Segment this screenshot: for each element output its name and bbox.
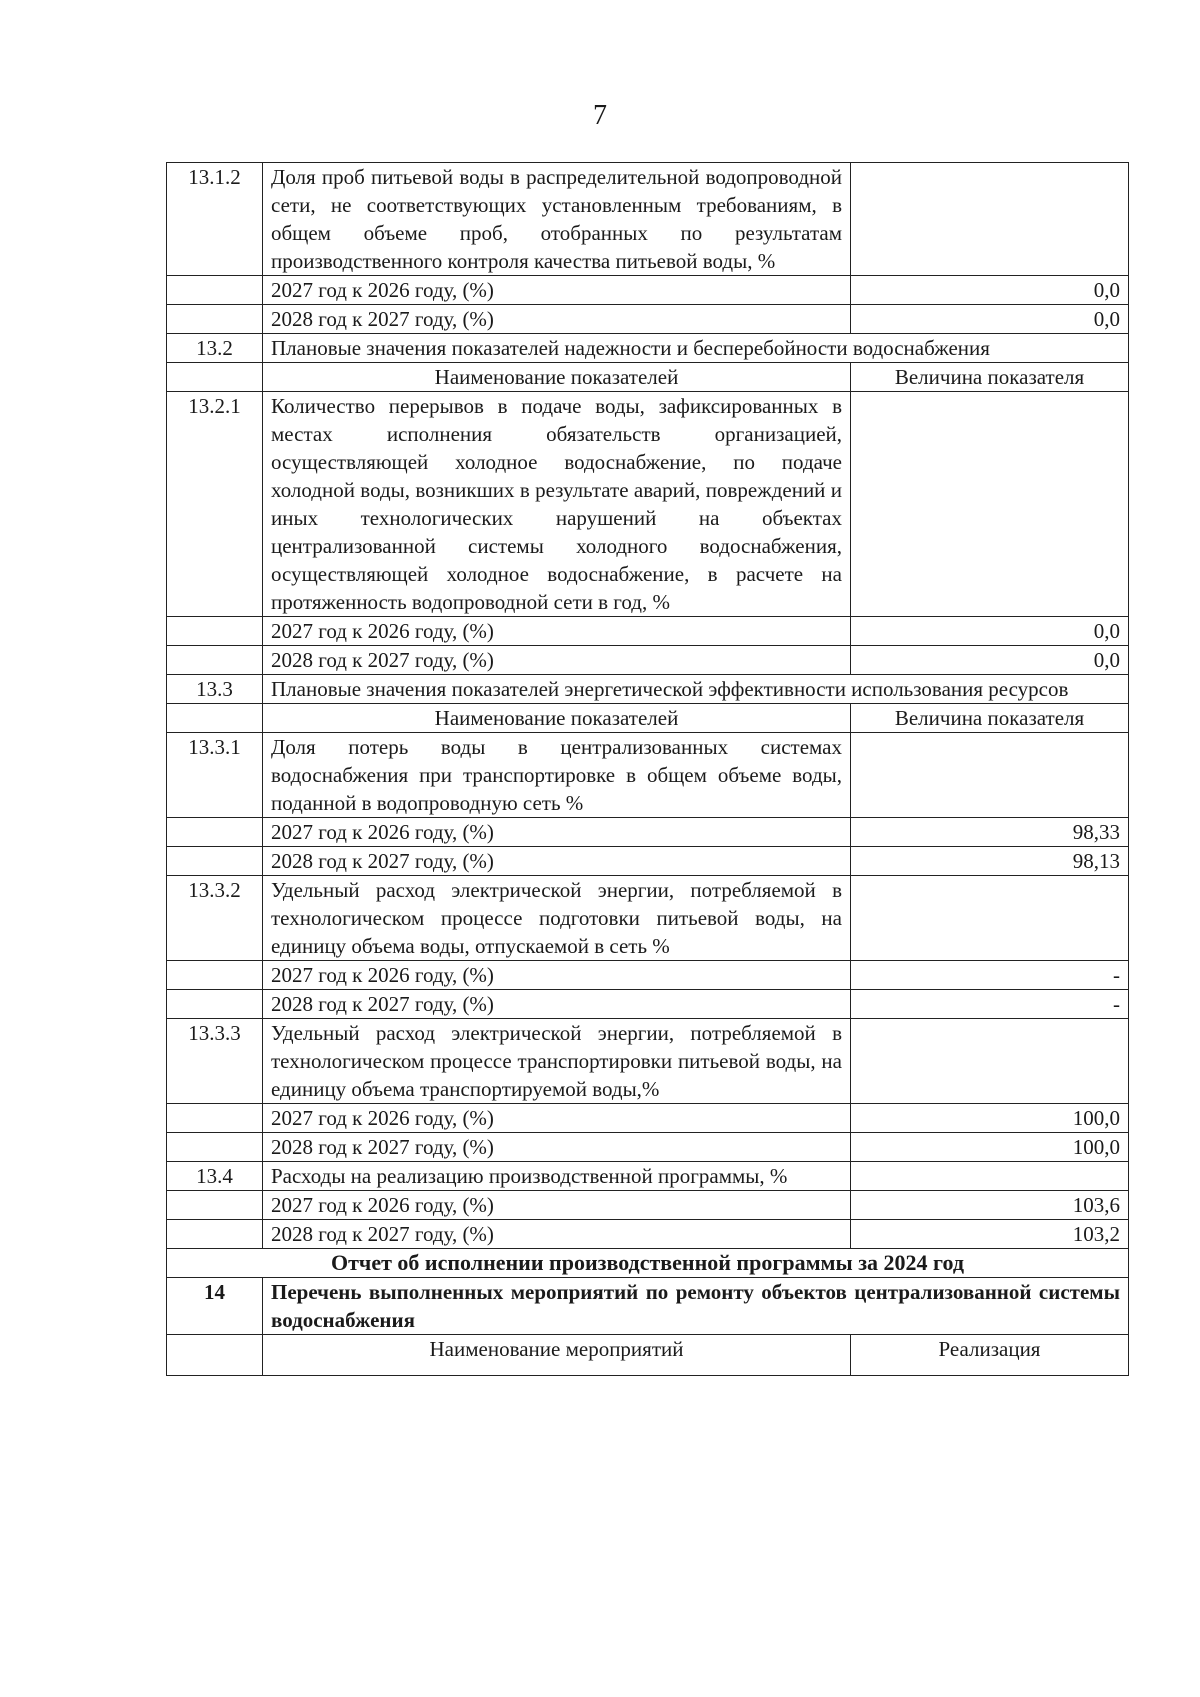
table-row — [167, 305, 1129, 334]
column-header-value: Величина показателя — [851, 704, 1129, 733]
column-header-value: Величина показателя — [851, 363, 1129, 392]
row-number: 13.3.2 — [167, 876, 263, 961]
table-row — [167, 1019, 1129, 1104]
value-cell — [851, 733, 1129, 818]
year-label: 2027 год к 2026 году, (%) — [263, 617, 851, 646]
indicators-table — [166, 162, 1129, 1376]
table-row — [167, 1133, 1129, 1162]
year-label: 2028 год к 2027 году, (%) — [263, 646, 851, 675]
value-cell: 103,2 — [851, 1220, 1129, 1249]
value-cell: 0,0 — [851, 617, 1129, 646]
value-cell: 0,0 — [851, 276, 1129, 305]
value-cell: - — [851, 990, 1129, 1019]
table-row — [167, 276, 1129, 305]
section-title: Плановые значения показателей энергетической эффективности использования ресурсов — [263, 675, 1129, 704]
year-label: 2027 год к 2026 году, (%) — [263, 961, 851, 990]
table-row — [167, 847, 1129, 876]
column-header-name: Наименование показателей — [263, 704, 851, 733]
indicator-text: Доля потерь воды в централизованных системах водоснабжения при транспортировке в общем объеме воды, поданной в водопроводную сеть % — [263, 733, 851, 818]
value-cell: 100,0 — [851, 1104, 1129, 1133]
table-row — [167, 733, 1129, 818]
table-header-row — [167, 1335, 1129, 1376]
value-cell — [851, 1162, 1129, 1191]
table-row — [167, 1278, 1129, 1335]
value-cell: 0,0 — [851, 305, 1129, 334]
report-title: Отчет об исполнении производственной программы за 2024 год — [167, 1249, 1129, 1278]
indicator-text: Удельный расход электрической энергии, потребляемой в технологическом процессе транспортировки питьевой воды, на единицу объема транспортируемой воды,% — [263, 1019, 851, 1104]
table-row — [167, 675, 1129, 704]
table-row — [167, 876, 1129, 961]
year-label: 2028 год к 2027 году, (%) — [263, 1220, 851, 1249]
year-label: 2028 год к 2027 году, (%) — [263, 305, 851, 334]
indicator-text: Удельный расход электрической энергии, потребляемой в технологическом процессе подготовки питьевой воды, на единицу объема воды, отпускаемой в сеть % — [263, 876, 851, 961]
table-row — [167, 334, 1129, 363]
table-row — [167, 617, 1129, 646]
table-row — [167, 1104, 1129, 1133]
page-number: 7 — [593, 100, 607, 131]
value-cell — [851, 392, 1129, 617]
value-cell — [851, 1019, 1129, 1104]
section-number: 13.3 — [167, 675, 263, 704]
row-number: 13.1.2 — [167, 163, 263, 276]
year-label: 2027 год к 2026 году, (%) — [263, 1191, 851, 1220]
year-label: 2028 год к 2027 году, (%) — [263, 1133, 851, 1162]
table-row — [167, 1162, 1129, 1191]
row-number: 13.4 — [167, 1162, 263, 1191]
indicator-text: Количество перерывов в подаче воды, зафиксированных в местах исполнения обязательств организацией, осуществляющей холодное водоснабжение, по подаче холодной воды, возникших в результате аварий, повреждений и иных технологических нарушений на объектах централизованной системы холодного водоснабжения, осуществляющей холодное водоснабжение, в расчете на протяженность водопроводной сети в год, % — [263, 392, 851, 617]
section-title: Перечень выполненных мероприятий по ремонту объектов централизованной системы водоснабжения — [263, 1278, 1129, 1335]
value-cell: 100,0 — [851, 1133, 1129, 1162]
table-row — [167, 1249, 1129, 1278]
value-cell — [851, 876, 1129, 961]
table-row — [167, 392, 1129, 617]
table-row — [167, 961, 1129, 990]
value-cell: 103,6 — [851, 1191, 1129, 1220]
value-cell: 98,13 — [851, 847, 1129, 876]
section-title: Плановые значения показателей надежности и бесперебойности водоснабжения — [263, 334, 1129, 363]
value-cell: - — [851, 961, 1129, 990]
row-number: 13.3.3 — [167, 1019, 263, 1104]
value-cell: 0,0 — [851, 646, 1129, 675]
table-row — [167, 818, 1129, 847]
row-number: 13.2.1 — [167, 392, 263, 617]
table-row — [167, 646, 1129, 675]
year-label: 2027 год к 2026 году, (%) — [263, 1104, 851, 1133]
column-header-value: Реализация — [851, 1335, 1129, 1376]
year-label: 2028 год к 2027 году, (%) — [263, 990, 851, 1019]
indicator-text: Расходы на реализацию производственной программы, % — [263, 1162, 851, 1191]
table-header-row — [167, 704, 1129, 733]
indicator-text: Доля проб питьевой воды в распределительной водопроводной сети, не соответствующих установленным требованиям, в общем объеме проб, отобранных по результатам производственного контроля качества питьевой воды, % — [263, 163, 851, 276]
table-row — [167, 163, 1129, 276]
section-number: 14 — [167, 1278, 263, 1335]
row-number: 13.3.1 — [167, 733, 263, 818]
table-row — [167, 1191, 1129, 1220]
table-row — [167, 1220, 1129, 1249]
year-label: 2027 год к 2026 году, (%) — [263, 818, 851, 847]
year-label: 2027 год к 2026 году, (%) — [263, 276, 851, 305]
year-label: 2028 год к 2027 году, (%) — [263, 847, 851, 876]
column-header-name: Наименование показателей — [263, 363, 851, 392]
section-number: 13.2 — [167, 334, 263, 363]
table-row — [167, 990, 1129, 1019]
column-header-name: Наименование мероприятий — [263, 1335, 851, 1376]
table-header-row — [167, 363, 1129, 392]
value-cell: 98,33 — [851, 818, 1129, 847]
value-cell — [851, 163, 1129, 276]
